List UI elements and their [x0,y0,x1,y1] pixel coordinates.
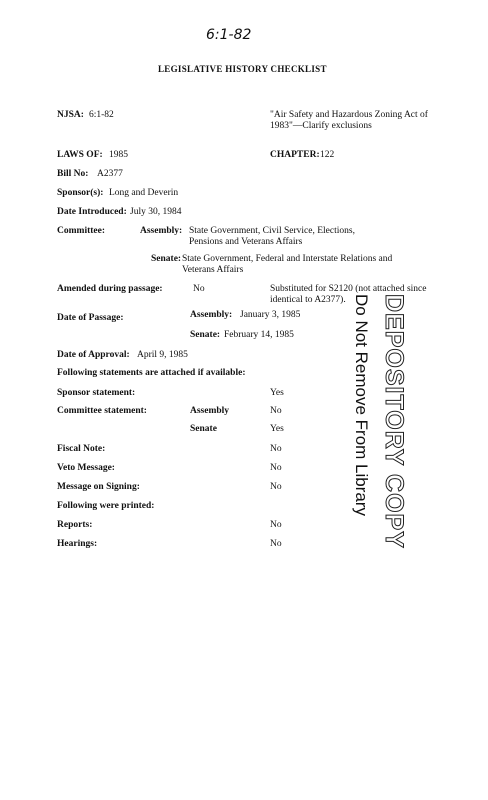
printed-heading: Following were printed: [57,501,155,511]
njsa-value: 6:1-82 [89,110,114,120]
chapter-label: CHAPTER: [270,150,320,160]
amended-value: No [193,284,205,294]
njsa-label: NJSA: [57,110,84,120]
passage-senate-label: Senate: [190,330,221,340]
reports-label: Reports: [57,520,93,530]
amended-label: Amended during passage: [57,284,163,294]
bill-no-value: A2377 [97,169,123,179]
sponsor-label: Sponsor(s): [57,188,104,198]
passage-assembly-label: Assembly: [190,310,233,320]
sponsor-statement-value: Yes [270,388,284,398]
laws-of-label: LAWS OF: [57,150,103,160]
statements-heading: Following statements are attached if available: [57,368,246,378]
fiscal-note-label: Fiscal Note: [57,444,106,454]
act-title: "Air Safety and Hazardous Zoning Act of 1983"—Clarify exclusions [270,110,428,131]
date-of-approval-label: Date of Approval: [57,350,130,360]
stamp-depository-copy-text: DEPOSITORY COPY [380,294,408,549]
hearings-label: Hearings: [57,539,98,549]
committee-senate-label: Senate: [151,254,182,264]
hearings-value: No [270,539,282,549]
date-of-approval-value: April 9, 1985 [137,350,188,360]
handwritten-reference: 6:1-82 [206,27,252,43]
amended-note: Substituted for S2120 (not attached since identical to A2377). [270,284,427,305]
fiscal-note-value: No [270,444,282,454]
passage-senate-value: February 14, 1985 [224,330,294,340]
stamp-do-not-remove-text: Do Not Remove From Library [352,294,371,517]
date-of-passage-label: Date of Passage: [57,313,124,323]
laws-of-value: 1985 [109,150,128,160]
committee-statement-assembly-value: No [270,406,282,416]
committee-statement-senate-value: Yes [270,424,284,434]
sponsor-statement-label: Sponsor statement: [57,388,136,398]
sponsor-value: Long and Deverin [109,188,179,198]
committee-senate-value: State Government, Federal and Interstate Relations and Veterans Affairs [182,254,393,275]
bill-no-label: Bill No: [57,169,89,179]
date-introduced-label: Date Introduced: [57,207,127,217]
depository-copy-stamp [338,294,408,549]
committee-label: Committee: [57,226,106,236]
page-title: LEGISLATIVE HISTORY CHECKLIST [158,64,327,74]
committee-statement-label: Committee statement: [57,406,147,416]
veto-message-value: No [270,463,282,473]
veto-message-label: Veto Message: [57,463,115,473]
date-introduced-value: July 30, 1984 [130,207,182,217]
chapter-value: 122 [320,150,335,160]
message-on-signing-label: Message on Signing: [57,482,140,492]
committee-assembly-value: State Government, Civil Service, Elections, Pensions and Veterans Affairs [189,226,355,247]
reports-value: No [270,520,282,530]
passage-assembly-value: January 3, 1985 [240,310,301,320]
message-on-signing-value: No [270,482,282,492]
committee-assembly-label: Assembly: [140,226,183,236]
committee-statement-assembly-label: Assembly [190,406,230,416]
committee-statement-senate-label: Senate [190,424,217,434]
